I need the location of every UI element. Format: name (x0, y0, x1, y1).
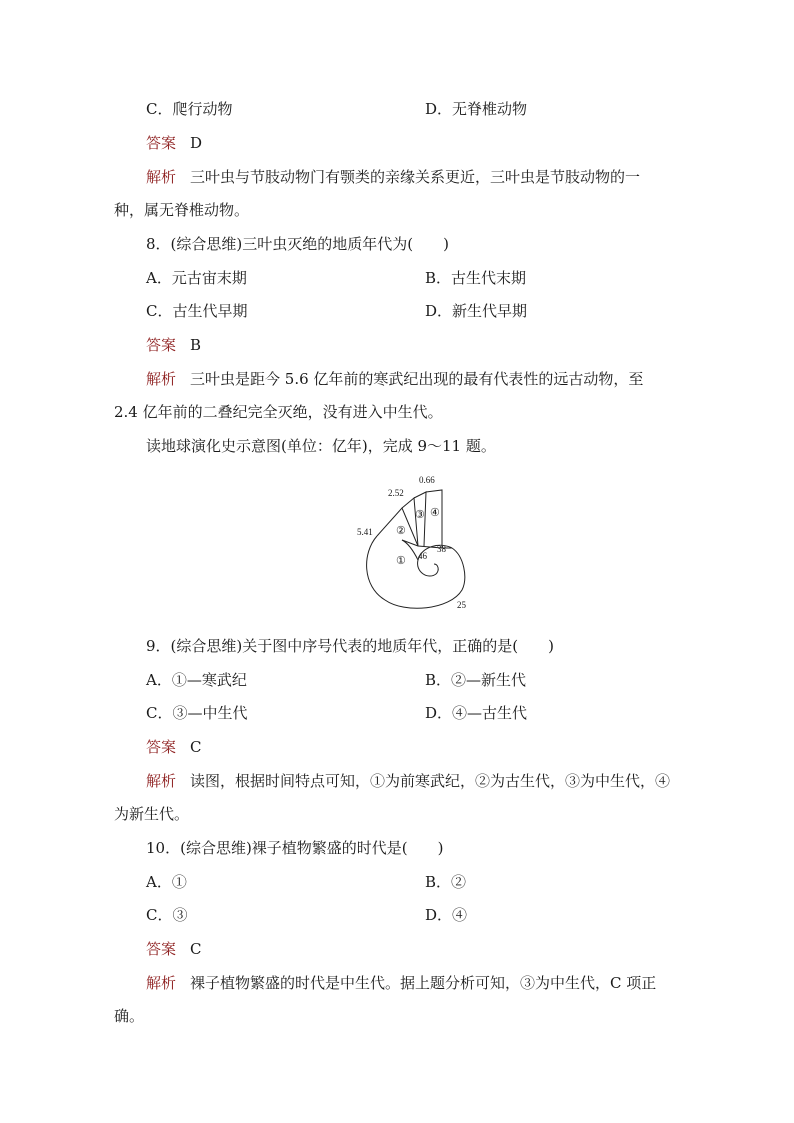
region-1: ① (396, 555, 406, 567)
analysis-text: 三叶虫与节肢动物门有颚类的亲缘关系更近，三叶虫是节肢动物的一 (190, 168, 641, 186)
q9-answer (146, 737, 202, 757)
q10-answer (146, 939, 202, 959)
q8-option-d: D．新生代早期 (425, 302, 528, 320)
q8-analysis-line-2: 2.4 亿年前的二叠纪完全灭绝，没有进入中生代。 (114, 403, 443, 421)
figure-intro: 读地球演化史示意图(单位：亿年)，完成 9～11 题。 (146, 437, 496, 455)
q8-option-b: B．古生代末期 (425, 269, 527, 287)
q7-option-c: C．爬行动物 (146, 100, 233, 118)
q10-option-b: B．② (425, 873, 467, 891)
q7-option-d: D．无脊椎动物 (425, 100, 528, 118)
region-2: ② (396, 525, 406, 537)
analysis-label: 解析 (146, 772, 177, 790)
label-46: 46 (418, 551, 427, 561)
analysis-label: 解析 (146, 168, 177, 186)
answer-value: C (190, 738, 202, 756)
boundary-252 (402, 498, 418, 546)
q9-option-a: A．①—寒武纪 (146, 671, 247, 689)
region-3: ③ (415, 509, 425, 521)
answer-value: B (190, 336, 202, 354)
q10-analysis-line-1 (146, 973, 656, 993)
analysis-text: 裸子植物繁盛的时代是中生代。据上题分析可知，③为中生代，C 项正 (190, 974, 657, 992)
q10-analysis-line-2: 确。 (114, 1007, 145, 1025)
q9-option-b: B．②—新生代 (425, 671, 527, 689)
q10-option-d: D．④ (425, 906, 468, 924)
analysis-text: 读图，根据时间特点可知，①为前寒武纪，②为古生代，③为中生代，④ (190, 772, 671, 790)
q10-option-c: C．③ (146, 906, 188, 924)
q9-option-c: C．③—中生代 (146, 704, 248, 722)
q8-analysis-line-1 (146, 369, 643, 389)
earth-history-spiral-diagram (340, 468, 490, 618)
answer-value: D (190, 134, 203, 152)
q7-analysis-line-1 (146, 167, 640, 187)
answer-label: 答案 (146, 940, 177, 958)
answer-label: 答案 (146, 134, 177, 152)
analysis-label: 解析 (146, 974, 177, 992)
q8-option-c: C．古生代早期 (146, 302, 248, 320)
q9-stem: 9．(综合思维)关于图中序号代表的地质年代，正确的是( ) (146, 637, 554, 655)
label-5-41: 5.41 (357, 527, 373, 537)
q8-answer (146, 335, 201, 355)
q9-option-d: D．④—古生代 (425, 704, 528, 722)
q7-analysis-line-2: 种，属无脊椎动物。 (114, 201, 250, 219)
label-0-66: 0.66 (419, 475, 435, 485)
q7-answer (146, 133, 202, 153)
answer-label: 答案 (146, 738, 177, 756)
analysis-label: 解析 (146, 370, 177, 388)
q10-stem: 10．(综合思维)裸子植物繁盛的时代是( ) (146, 839, 444, 857)
answer-value: C (190, 940, 202, 958)
label-38: 38 (437, 544, 446, 554)
q8-option-a: A．元古宙末期 (146, 269, 247, 287)
boundary-top-edge (426, 490, 442, 548)
q10-option-a: A．① (146, 873, 187, 891)
label-25: 25 (457, 600, 466, 610)
q9-analysis-line-1 (146, 771, 670, 791)
q9-analysis-line-2: 为新生代。 (114, 805, 190, 823)
region-4: ④ (430, 507, 440, 519)
answer-label: 答案 (146, 336, 177, 354)
analysis-text: 三叶虫是距今 5.6 亿年前的寒武纪出现的最有代表性的远古动物，至 (190, 370, 644, 388)
q8-stem: 8．(综合思维)三叶虫灭绝的地质年代为( ) (146, 235, 449, 253)
label-2-52: 2.52 (388, 488, 404, 498)
